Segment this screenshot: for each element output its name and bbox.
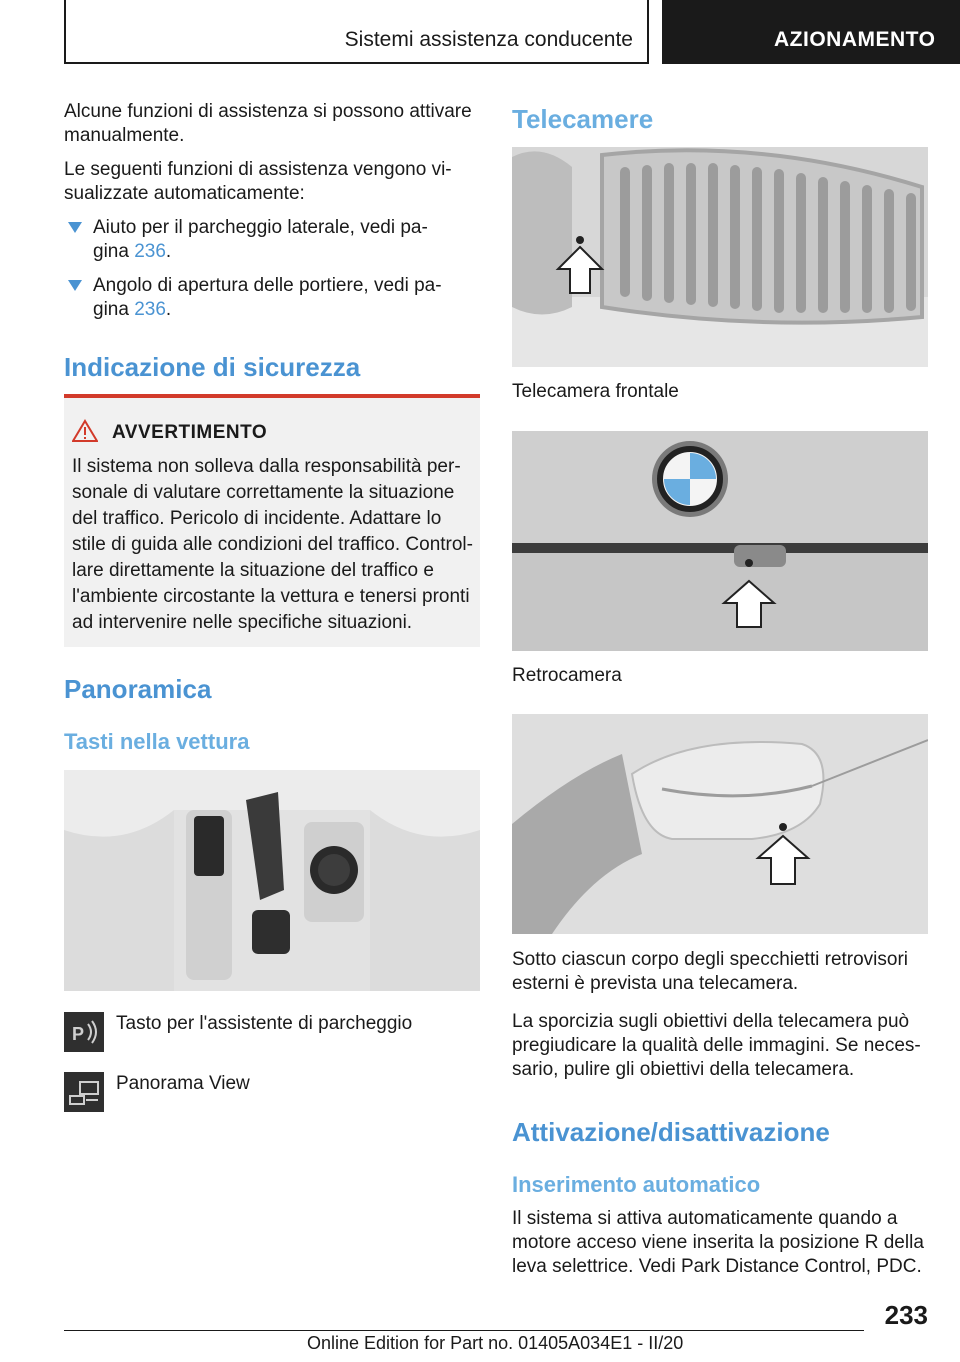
auto-text-line: Il sistema si attiva automaticamente quando a — [512, 1208, 898, 1229]
park-assist-glyph — [64, 1012, 104, 1052]
intro-paragraph-1: Alcune funzioni di assistenza si possono attivare manualmente. — [64, 101, 472, 146]
warning-line: sonale di valutare correttamente la situazione — [72, 482, 455, 503]
auto-text-line: motore acceso viene inserita la posizione R della — [512, 1232, 924, 1253]
intro-paragraph-2b: sualizzate automaticamente: — [64, 183, 305, 204]
rear-camera-figure — [512, 431, 928, 651]
front-grille-image — [512, 147, 928, 367]
side-text-line: esterni è prevista una telecamera. — [512, 973, 799, 994]
panorama-view-icon — [64, 1072, 104, 1112]
bullet-suffix: . — [165, 299, 172, 320]
bullet-line: Angolo di apertura delle portiere, vedi pa- — [93, 275, 442, 296]
warning-text — [72, 454, 476, 636]
page-link[interactable]: 236 — [134, 299, 166, 320]
chapter-title: AZIONAMENTO — [774, 28, 936, 51]
bullet-suffix: . — [165, 241, 172, 262]
park-assist-label: Tasto per l'assistente di parcheggio — [116, 1013, 413, 1034]
side-camera-figure — [512, 714, 928, 934]
center-console-figure — [64, 770, 480, 991]
warning-line: stile di guida alle condizioni del traffico. Control- — [72, 534, 473, 555]
side-mirror-image — [512, 714, 928, 934]
bullet-triangle-icon — [68, 222, 82, 233]
section-title: Sistemi assistenza conducente — [344, 28, 633, 51]
side-camera-text — [512, 948, 928, 1082]
header-chapter-tab — [662, 0, 960, 64]
warning-line: ad intervenire nelle specifiche situazioni. — [72, 612, 413, 633]
intro-paragraph-2a: Le seguenti funzioni di assistenza vengono vi- — [64, 159, 452, 180]
bullet-item — [64, 274, 480, 322]
rear-camera-image — [512, 431, 928, 651]
edition-note: Online Edition for Part no. 01405A034E1 - II/20 — [307, 1333, 684, 1353]
auto-activation-text — [512, 1207, 932, 1279]
warning-box — [64, 394, 480, 647]
left-column — [64, 100, 480, 322]
panorama-view-label: Panorama View — [116, 1073, 250, 1094]
page-link[interactable]: 236 — [134, 241, 166, 262]
dirt-text-line: La sporcizia sugli obiettivi della telecamera può — [512, 1011, 910, 1032]
warning-line: Il sistema non solleva dalla responsabilità per- — [72, 456, 461, 477]
front-camera-caption: Telecamera frontale — [512, 381, 679, 402]
center-console-image — [64, 770, 480, 991]
panorama-view-glyph — [64, 1072, 104, 1112]
buttons-heading: Tasti nella vettura — [64, 729, 250, 754]
warning-line: del traffico. Pericolo di incidente. Adattare lo — [72, 508, 442, 529]
dirt-text-line: pregiudicare la qualità delle immagini. Se neces- — [512, 1035, 921, 1056]
warning-triangle-icon — [72, 419, 98, 443]
warning-line: l'ambiente circostante la vettura e tenersi pronti — [72, 586, 470, 607]
page-number: 233 — [884, 1300, 928, 1330]
safety-heading: Indicazione di sicurezza — [64, 352, 361, 382]
overview-heading: Panoramica — [64, 674, 212, 704]
bullet-line: Aiuto per il parcheggio laterale, vedi pa- — [93, 217, 428, 238]
bullet-triangle-icon — [68, 280, 82, 291]
activation-heading: Attivazione/disattivazione — [512, 1117, 830, 1147]
rear-camera-caption: Retrocamera — [512, 665, 622, 686]
bullet-prefix: gina — [93, 241, 135, 262]
cameras-heading: Telecamere — [512, 104, 654, 134]
svg-text:P: P — [72, 1024, 85, 1044]
header-section-tab — [64, 0, 649, 64]
dirt-text-line: sario, pulire gli obiettivi della telecamera. — [512, 1059, 855, 1080]
bullet-item — [64, 216, 480, 264]
auto-text-line: leva selettrice. Vedi Park Distance Control, PDC. — [512, 1256, 922, 1277]
side-text-line: Sotto ciascun corpo degli specchietti retrovisori — [512, 949, 909, 970]
auto-activation-heading: Inserimento automatico — [512, 1172, 761, 1197]
warning-line: lare direttamente la situazione del traffico e — [72, 560, 434, 581]
bullet-prefix: gina — [93, 299, 135, 320]
warning-title: AVVERTIMENTO — [112, 422, 268, 443]
footer-divider — [64, 1330, 864, 1331]
park-assist-icon — [64, 1012, 104, 1052]
front-camera-figure — [512, 147, 928, 367]
